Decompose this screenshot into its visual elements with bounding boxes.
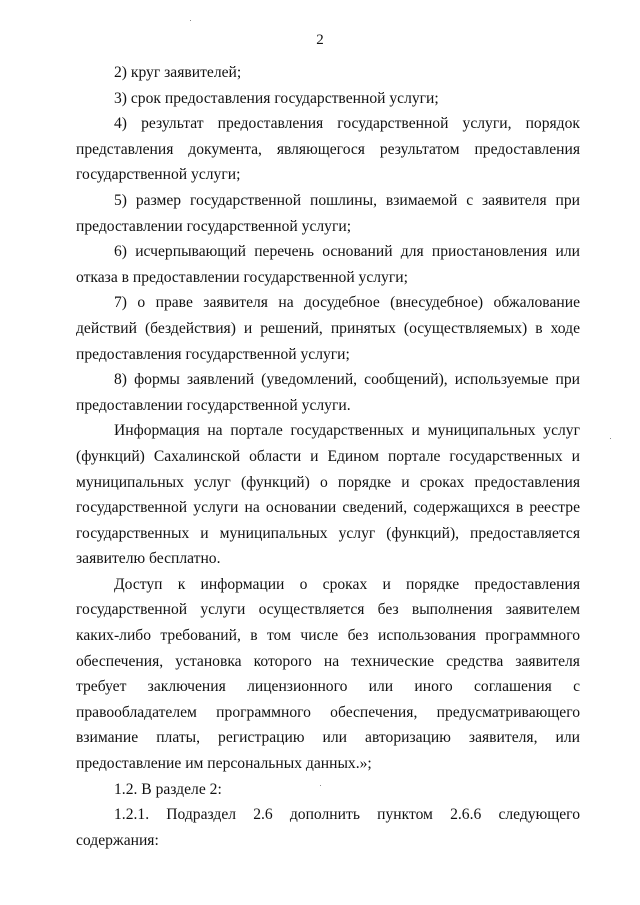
paragraph-section-2: 1.2. В разделе 2: xyxy=(114,780,222,798)
page-number: 2 xyxy=(316,32,324,48)
paragraph-access: Доступ к информации о сроках и порядке предоставления государственной услуги осуществляется без выполнения заявителем каких-либо требований, в том числе без использования программного обеспечения, установка которого на технические средства заявителя требует заключения лицензионного или иного соглашения с правообладателем программного обеспечения, предусматривающего взимание платы, регистрацию или авторизацию заявителя, или предоставление им персональных данных.»; xyxy=(76,575,580,773)
list-item-appeal: 7) о праве заявителя на досудебное (внесудебное) обжалование действий (бездействия) и решений, принятых (осуществляемых) в ходе предоставления государственной услуги; xyxy=(76,294,580,363)
list-item-applicants: 2) круг заявителей; xyxy=(114,64,242,81)
list-item-state-fee: 5) размер государственной пошлины, взимаемой с заявителя при предоставлении государственной услуги; xyxy=(76,191,580,235)
list-item-result: 4) результат предоставления государственной услуги, порядок представления документа, являющегося результатом предоставления государственной услуги; xyxy=(76,115,580,184)
list-item-term: 3) срок предоставления государственной услуги; xyxy=(114,89,439,107)
scan-speck xyxy=(190,20,191,21)
document-body xyxy=(76,60,580,853)
scan-speck xyxy=(320,785,321,786)
list-item-grounds: 6) исчерпывающий перечень оснований для приостановления или отказа в предоставлении государственной услуги; xyxy=(76,243,580,286)
list-item-forms: 8) формы заявлений (уведомлений, сообщений), используемые при предоставлении государственной услуги. xyxy=(76,371,580,414)
paragraph-portal-info: Информация на портале государственных и муниципальных услуг (функций) Сахалинской области и Едином портале государственных и муниципальных услуг (функций) о порядке и сроках предоставления государственной услуги на основании сведений, содержащихся в реестре государственных и муниципальных услуг (функций), предоставляется заявителю бесплатно. xyxy=(76,422,580,568)
scan-speck xyxy=(610,438,611,439)
paragraph-subsection-2-6: 1.2.1. Подраздел 2.6 дополнить пунктом 2.6.6 следующего содержания: xyxy=(76,806,580,849)
